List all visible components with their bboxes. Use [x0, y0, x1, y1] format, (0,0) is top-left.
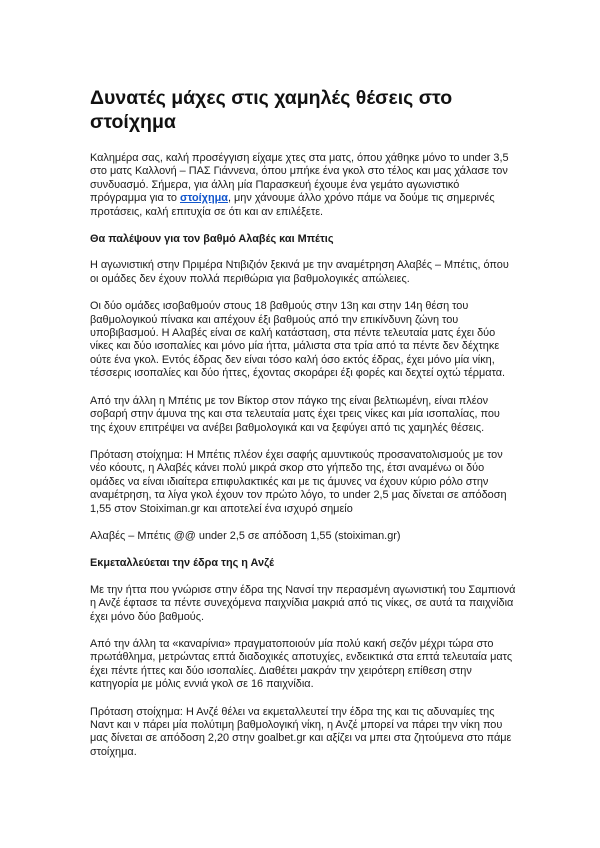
stoixima-link[interactable]: στοίχημα: [180, 192, 228, 205]
section1-bet-line: Αλαβές – Μπέτις @@ under 2,5 σε απόδοση 1,55 (stoiximan.gr): [90, 529, 401, 542]
intro-text-after: , μην χάνουμε άλλο χρόνο πάμε να δούμε τις σημερινές προτάσεις, καλή επιτυχία σε ότι και αν επιλέξετε.: [90, 192, 495, 218]
section2-paragraph: Με την ήττα που γνώρισε στην έδρα της Νανσί την περασμένη αγωνιστική του Σαμπιονά η Ανζέ έφτασε τα πέντε συνεχόμενα παιχνίδια μακριά από τις νίκες, σε αυτά τα παιχνίδια έχει μόνο δύο βαθμούς.: [90, 583, 516, 623]
section1-paragraph: Από την άλλη η Μπέτις με τον Βίκτορ στον πάγκο της είναι βελτιωμένη, είναι πλέον σοβαρή στην άμυνα της και στα τελευταία ματς έχει τρεις νίκες και μία ισοπαλίας, που της έχουν επιτρέψει να ανέβει βαθμολογικά και να ξεφύγει από τις χαμηλές θέσεις.: [90, 394, 500, 434]
section1-paragraph: Η αγωνιστική στην Πριμέρα Ντιβιζιόν ξεκινά με την αναμέτρηση Αλαβές – Μπέτις, όπου οι ομάδες δεν έχουν πολλά περιθώρια για βαθμολογικές απώλειες.: [90, 259, 509, 285]
section1-heading: Θα παλέψουν για τον βαθμό Αλαβές και Μπέτις: [90, 233, 334, 246]
intro-paragraph: [90, 152, 516, 219]
section2-heading: Εκμεταλλεύεται την έδρα της η Ανζέ: [90, 557, 275, 570]
section2-paragraph: Από την άλλη τα «καναρίνια» πραγματοποιούν μία πολύ κακή σεζόν μέχρι τώρα στο πρωτάθλημα, μετρώντας επτά διαδοχικές αποτυχίες, ενδεικτικά στα επτά τελευταία ματς έχει πέντε ήττες και δύο ισοπαλίες. Διαθέτει μακράν την χειρότερη επίθεση στην κατηγορία με μόλις εννιά γκολ σε 16 παιχνίδια.: [90, 637, 513, 691]
article-title: Δυνατές μάχες στις χαμηλές θέσεις στο στοίχημα: [90, 87, 453, 133]
intro-text-before: Καλημέρα σας, καλή προσέγγιση είχαμε χτες στα ματς, όπου χάθηκε μόνο το under 3,5 στο ματς Καλλονή – ΠΑΣ Γιάννενα, όπου μπήκε ένα γκολ στο τέλος και μας χάλασε τον συνδυασμό. Σήμερα, για άλλη μία Παρασκευή έχουμε ένα γεμάτο αγωνιστικό πρόγραμμα για το: [90, 152, 509, 205]
section1-prediction: Πρόταση στοίχημα: Η Μπέτις πλέον έχει σαφής αμυντικούς προσανατολισμούς με τον νέο κόουτς, η Αλαβές κάνει πολύ μικρά σκορ στο γήπεδο της, έτσι αναμένω οι δύο ομάδες να είναι ιδιαίτερα επιφυλακτικές και με τις άμυνες να έχουν κύριο ρόλο στην αναμέτρηση, τα λίγα γκολ έχουν τον πρώτο λόγο, το under 2,5 μας δίνεται σε απόδοση 1,55 στον Stoiximan.gr και αποτελεί ένα ισχυρό σημείο: [90, 448, 507, 515]
section2-prediction: Πρόταση στοίχημα: Η Ανζέ θέλει να εκμεταλλευτεί την έδρα της και τις αδυναμίες της Ναντ και ν πάρει μία πολύτιμη βαθμολογική νίκη, η Ανζέ μπορεί να πάρει την νίκη που μας δίνεται σε απόδοση 2,20 στην goalbet.gr και αξίζει να μπει στα ζητούμενα στο πάμε στοίχημα.: [90, 705, 512, 758]
section1-paragraph: Οι δύο ομάδες ισοβαθμούν στους 18 βαθμούς στην 13η και στην 14η θέση του βαθμολογικού πίνακα και απέχουν έξι βαθμούς από την επικίνδυνη ζώνη του υποβιβασμού. Η Αλαβές είναι σε καλή κατάσταση, στα πέντε τελευταία ματς έχει δύο νίκες και δύο ισοπαλίες και μόνο μία ήττα, μάλιστα στα τρία από τα πέντε δεν δέχτηκε ούτε ένα γκολ. Εντός έδρας δεν είναι τόσο καλή όσο εκτός έδρας, έχει μόνο μία νίκη, τέσσερις ισοπαλίες και δύο ήττες, έχοντας σκοράρει έξι φορές και δεχτεί οχτώ τέρματα.: [90, 300, 506, 380]
